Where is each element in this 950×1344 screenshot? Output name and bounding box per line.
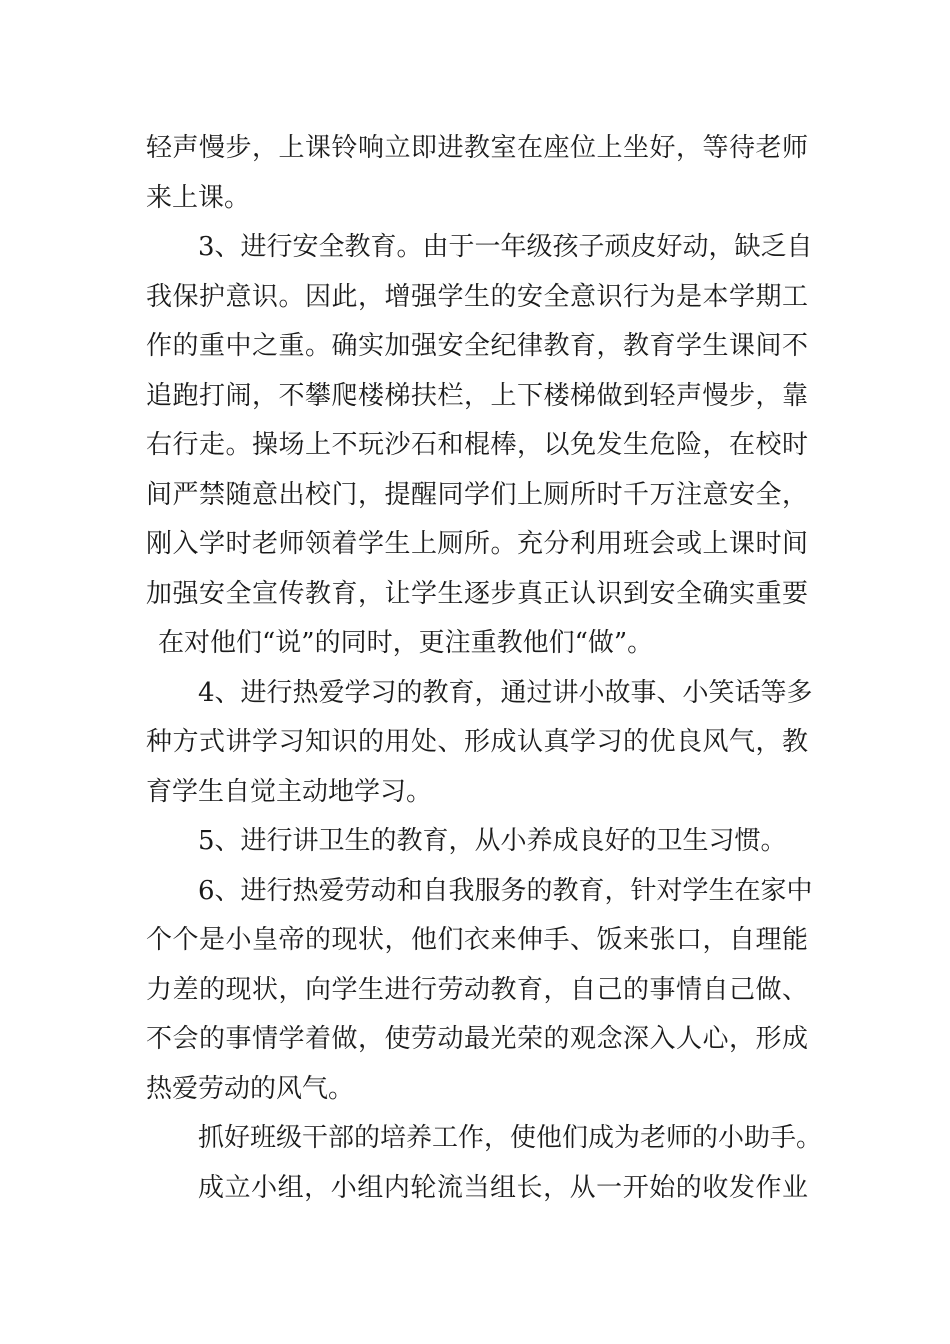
text-line: 4、进行热爱学习的教育，通过讲小故事、小笑话等多 xyxy=(198,677,813,708)
text-line: 成立小组，小组内轮流当组长，从一开始的收发作业 xyxy=(198,1172,808,1203)
text-line: 不会的事情学着做，使劳动最光荣的观念深入人心，形成 xyxy=(146,1024,808,1054)
text-line: 3、进行安全教育。由于一年级孩子顽皮好动，缺乏自 xyxy=(198,232,813,262)
text-line: 加强安全宣传教育，让学生逐步真正认识到安全确实重要 xyxy=(146,578,808,609)
body-text xyxy=(146,124,823,1213)
text-line: 5、进行讲卫生的教育，从小养成良好的卫生习惯。 xyxy=(198,826,787,856)
text-line: 追跑打闹，不攀爬楼梯扶栏，上下楼梯做到轻声慢步，靠 xyxy=(146,380,808,411)
text-line: 刚入学时老师领着学生上厕所。充分利用班会或上课时间 xyxy=(146,529,808,559)
text-line: 作的重中之重。确实加强安全纪律教育，教育学生课间不 xyxy=(146,331,808,361)
text-line: 种方式讲学习知识的用处、形成认真学习的优良风气，教 xyxy=(146,727,808,757)
text-line: 来上课。 xyxy=(146,182,251,213)
text-line: 6、进行热爱劳动和自我服务的教育，针对学生在家中 xyxy=(198,875,813,906)
text-line: 力差的现状，向学生进行劳动教育，自己的事情自己做、 xyxy=(146,974,808,1005)
text-line: 我保护意识。因此，增强学生的安全意识行为是本学期工 xyxy=(146,281,808,312)
text-line: 育学生自觉主动地学习。 xyxy=(146,776,433,807)
text-line: 抓好班级干部的培养工作，使他们成为老师的小助手。 xyxy=(198,1123,823,1153)
text-line: 右行走。操场上不玩沙石和棍棒，以免发生危险，在校时 xyxy=(146,430,808,460)
text-line: 在对他们“说”的同时，更注重教他们“做”。 xyxy=(158,628,654,658)
text-line: 个个是小皇帝的现状，他们衣来伸手、饭来张口，自理能 xyxy=(146,925,808,955)
text-line: 间严禁随意出校门，提醒同学们上厕所时千万注意安全， xyxy=(146,479,808,510)
text-line: 热爱劳动的风气。 xyxy=(146,1073,355,1104)
text-line: 轻声慢步，上课铃响立即进教室在座位上坐好，等待老师 xyxy=(146,133,808,163)
